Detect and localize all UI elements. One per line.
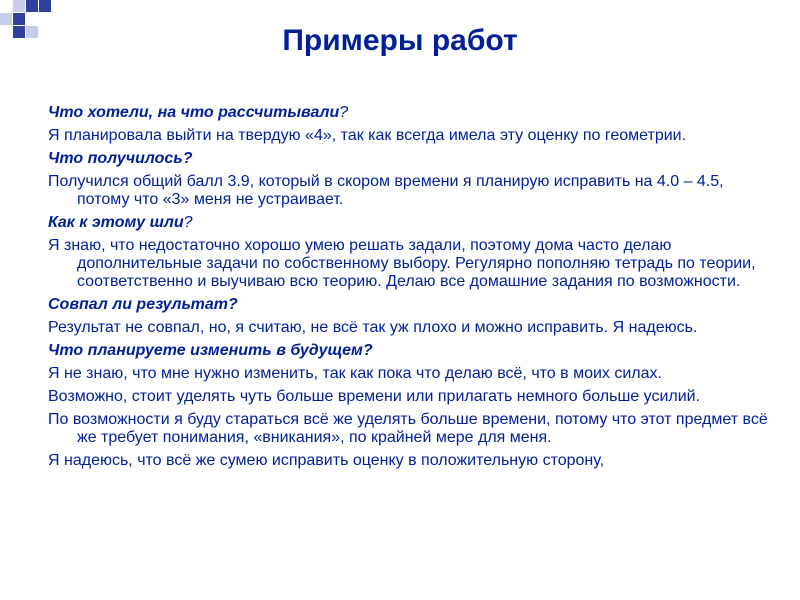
answer-2: Получился общий балл 3.9, который в скором времени я планирую исправить на 4.0 – 4.5, потому что «3» меня не устраивает. [48,173,724,208]
answer-4: Результат не совпал, но, я считаю, не всё так уж плохо и можно исправить. Я надеюсь. [48,319,698,336]
answer-5d: Я надеюсь, что всё же сумею исправить оценку в положительную сторону, [48,452,605,469]
question-4: Совпал ли результат? [48,296,238,313]
decor-square [26,0,38,12]
decor-square [39,0,51,12]
question-2: Что получилось? [48,150,193,167]
answer-5c: По возможности я буду стараться всё же уделять больше времени, потому что этот предмет всё же требует понимания, «вникания», по крайней мере для меня. [48,411,768,446]
decor-square [13,0,25,12]
qa-list [48,104,768,475]
answer-5a: Я не знаю, что мне нужно изменить, так как пока что делаю всё, что в моих силах. [48,365,662,382]
answer-1: Я планировала выйти на твердую «4», так как всегда имела эту оценку по геометрии. [48,127,687,144]
question-5: Что планируете изменить в будущем? [48,342,373,359]
answer-5b: Возможно, стоит уделять чуть больше времени или прилагать немного больше усилий. [48,388,701,405]
question-1: Что хотели, на что рассчитывали? [48,104,349,121]
page-title: Примеры работ [282,24,518,57]
question-3: Как к этому шли? [48,214,193,231]
answer-3: Я знаю, что недостаточно хорошо умею решать задали, поэтому дома часто делаю дополнительные задачи по собственному выбору. Регулярно пополняю тетрадь по теории, соответственно и выучиваю всю теорию. Делаю все домашние задания по возможности. [48,237,756,290]
